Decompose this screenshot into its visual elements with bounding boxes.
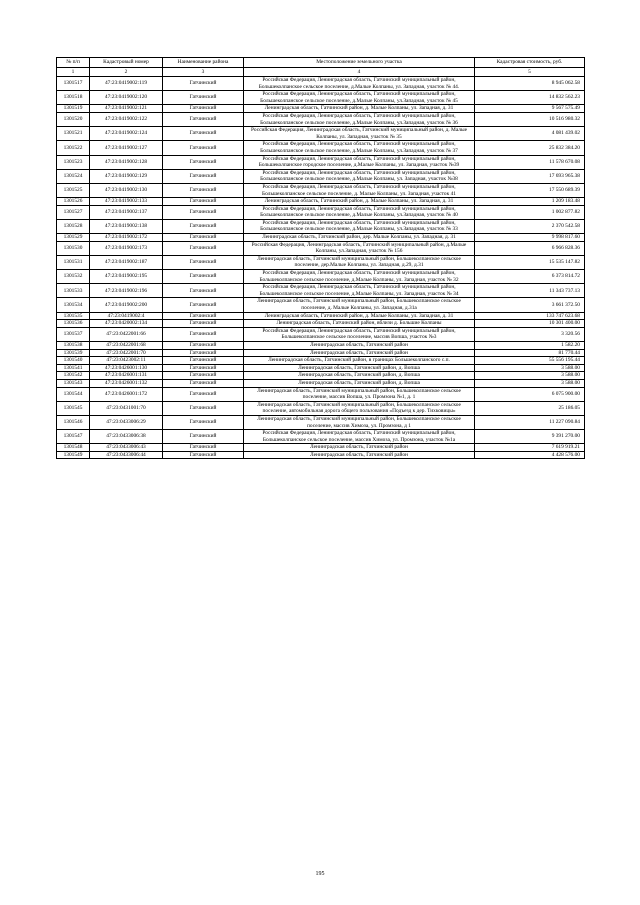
column-number: 3 [163, 68, 244, 77]
table-row [57, 349, 585, 357]
cadastral-value-cell: 4 428 576.00 [475, 451, 585, 459]
location-cell: Ленинградская область, Гатчинский муниципальный район, Большеколпанское сельское поселение, массив Химоза, ул. Промзона, д 1 [244, 415, 475, 429]
location-cell: Ленинградская область, Гатчинский район, д. Вопша [244, 379, 475, 387]
location-cell: Российская Федерация, Ленинградская область, Гатчинский муниципальный район, д. Малые Колпаны, ул. Западная, участок № 35 [244, 127, 475, 141]
district-cell: Гатчинский [163, 141, 244, 155]
district-cell: Гатчинский [163, 241, 244, 255]
location-cell: Российская Федерация, Ленинградская область, Гатчинский муниципальный район, Большеколпанское сельское поселение, д.Малые Колпаны, ул.Западная, участок № 36 [244, 112, 475, 126]
district-cell: Гатчинский [163, 387, 244, 401]
row-number-cell: 1301521 [57, 127, 90, 141]
row-number-cell: 1301538 [57, 341, 90, 349]
row-number-cell: 1301548 [57, 444, 90, 452]
location-cell: Ленинградская область, Гатчинский муниципальный район, Большеколпанское сельское поселение, д. Малые Колпаны, ул. Западная, д.31а [244, 298, 475, 312]
row-number-cell: 1301543 [57, 379, 90, 387]
district-cell: Гатчинский [163, 91, 244, 105]
cadastral-number-cell: 47:23:0419002:129 [90, 169, 163, 183]
cadastral-number-cell: 47:23:0433006:38 [90, 430, 163, 444]
district-cell: Гатчинский [163, 444, 244, 452]
header-row-number: № п/п [57, 58, 90, 68]
row-number-cell: 1301528 [57, 219, 90, 233]
location-cell: Ленинградская область, Гатчинский район [244, 451, 475, 459]
row-number-cell: 1301537 [57, 327, 90, 341]
location-cell: Ленинградская область, Гатчинский район, вблизи д. Большие Колпаны [244, 320, 475, 328]
cadastral-number-cell: 47:23:0419002:172 [90, 234, 163, 242]
cadastral-value-cell: 6 075 900.00 [475, 387, 585, 401]
cadastral-value-cell: 3 320.56 [475, 327, 585, 341]
table-row [57, 141, 585, 155]
cadastral-number-cell: 47:23:0426001:130 [90, 364, 163, 372]
district-cell: Гатчинский [163, 169, 244, 183]
table-row [57, 379, 585, 387]
cadastral-value-cell: 6 373 814.72 [475, 270, 585, 284]
cadastral-number-cell: 47:23:0419002:120 [90, 91, 163, 105]
table-row [57, 430, 585, 444]
cadastral-value-cell: 17 693 965.38 [475, 169, 585, 183]
district-cell: Гатчинский [163, 312, 244, 320]
cadastral-value-cell: 3 661 372.50 [475, 298, 585, 312]
district-cell: Гатчинский [163, 105, 244, 113]
cadastral-value-cell: 11 343 737.13 [475, 284, 585, 298]
cadastral-number-cell: 47:23:0423002:11 [90, 357, 163, 365]
cadastral-number-cell: 47:23:0419002:187 [90, 255, 163, 269]
location-cell: Российская Федерация, Ленинградская область, Гатчинский муниципальный район, Большеколпанское сельское поселение, д.Малые Колпаны, ул. Западная, участок № 44. [244, 77, 475, 91]
location-cell: Ленинградская область, Гатчинский муниципальный район, Большеколпанское сельское поселение, массив Вопша, ул. Промзона №1, д. 1 [244, 387, 475, 401]
cadastral-number-cell: 47:23:0419002:173 [90, 241, 163, 255]
header-district: Наименование района [163, 58, 244, 68]
table-row [57, 155, 585, 169]
location-cell: Ленинградская область, Гатчинский муниципальный район, Большеколпанское сельское поселение, автомобильная дорога общего пользования «Подъезд к дер. Тихковицы» [244, 401, 475, 415]
cadastral-number-cell: 47:23:0422001:68 [90, 341, 163, 349]
cadastral-number-cell: 47:23:0419002:127 [90, 141, 163, 155]
cadastral-value-cell: 9 567 575.49 [475, 105, 585, 113]
row-number-cell: 1301542 [57, 372, 90, 380]
table-row [57, 415, 585, 429]
page-number: 195 [315, 871, 325, 877]
cadastral-number-cell: 47:23:0433006:43 [90, 444, 163, 452]
table-row [57, 364, 585, 372]
table-row [57, 77, 585, 91]
location-cell: Ленинградская область, Гатчинский район, д. Малые Колпаны, ул. Западная, д. 31 [244, 105, 475, 113]
cadastral-number-cell: 47:23:0419002:133 [90, 198, 163, 206]
table-row [57, 198, 585, 206]
table-row [57, 127, 585, 141]
table-row [57, 241, 585, 255]
table-row [57, 451, 585, 459]
district-cell: Гатчинский [163, 341, 244, 349]
location-cell: Российская Федерация, Ленинградская область, Гатчинский муниципальный район, Большеколпанское сельское поселение, массив Химоза, ул. Промзона, участок №1а [244, 430, 475, 444]
district-cell: Гатчинский [163, 430, 244, 444]
table-row [57, 401, 585, 415]
row-number-cell: 1301527 [57, 205, 90, 219]
header-location: Местоположение земельного участка [244, 58, 475, 68]
cadastral-value-cell: 3 588.00 [475, 379, 585, 387]
cadastral-value-table [56, 57, 585, 459]
district-cell: Гатчинский [163, 198, 244, 206]
table-header-row [57, 58, 585, 68]
district-cell: Гатчинский [163, 357, 244, 365]
location-cell: Российская Федерация, Ленинградская область, Гатчинский муниципальный район, Большеколпанское сельское поселение, д.Малые Колпаны, ул. Западная, участок № 34 [244, 284, 475, 298]
cadastral-value-cell: 1 582.20 [475, 341, 585, 349]
district-cell: Гатчинский [163, 451, 244, 459]
location-cell: Ленинградская область, Гатчинский район [244, 341, 475, 349]
cadastral-value-cell: 8 945 062.58 [475, 77, 585, 91]
table-row [57, 298, 585, 312]
row-number-cell: 1301532 [57, 270, 90, 284]
cadastral-number-cell: 47:23:0419002:121 [90, 105, 163, 113]
table-row [57, 219, 585, 233]
row-number-cell: 1301531 [57, 255, 90, 269]
row-number-cell: 1301525 [57, 183, 90, 197]
cadastral-value-cell: 11 578 670.08 [475, 155, 585, 169]
cadastral-value-cell: 1 209 183.48 [475, 198, 585, 206]
table-row [57, 284, 585, 298]
cadastral-value-cell: 6 966 828.36 [475, 241, 585, 255]
district-cell: Гатчинский [163, 270, 244, 284]
cadastral-number-cell: 47:23:0433006:29 [90, 415, 163, 429]
row-number-cell: 1301520 [57, 112, 90, 126]
district-cell: Гатчинский [163, 205, 244, 219]
row-number-cell: 1301541 [57, 364, 90, 372]
cadastral-value-cell: 3 588.00 [475, 364, 585, 372]
cadastral-number-cell: 47:23:0419002:130 [90, 183, 163, 197]
cadastral-number-cell: 47:23:0419002:122 [90, 112, 163, 126]
row-number-cell: 1301533 [57, 284, 90, 298]
cadastral-value-cell: 9 391 270.00 [475, 430, 585, 444]
column-number: 2 [90, 68, 163, 77]
location-cell: Российская Федерация, Ленинградская область, Гатчинский муниципальный район, Большеколпанское сельское поселение, д.Малые Колпаны, ул.Западная, участок № 40 [244, 205, 475, 219]
cadastral-value-cell: 81 770.44 [475, 349, 585, 357]
location-cell: Ленинградская область, Гатчинский район, д. Вопша [244, 364, 475, 372]
cadastral-value-cell: 4 081 439.02 [475, 127, 585, 141]
location-cell: Ленинградская область, Гатчинский район [244, 349, 475, 357]
row-number-cell: 1301545 [57, 401, 90, 415]
cadastral-value-cell: 17 550 689.39 [475, 183, 585, 197]
table-body [57, 77, 585, 459]
cadastral-number-cell: 47:23:0420002:134 [90, 320, 163, 328]
row-number-cell: 1301547 [57, 430, 90, 444]
district-cell: Гатчинский [163, 219, 244, 233]
location-cell: Российская Федерация, Ленинградская область, Гатчинский муниципальный район, Большеколпанское сельское поселение, д.Малые Колпаны, ул. Западная, участок № 32 [244, 270, 475, 284]
district-cell: Гатчинский [163, 327, 244, 341]
table-row [57, 357, 585, 365]
location-cell: Российская Федерация, Ленинградская область, Гатчинский муниципальный район, Большеколпанское сельское поселение, массив Вопша, участок №3 [244, 327, 475, 341]
row-number-cell: 1301518 [57, 91, 90, 105]
location-cell: Российская Федерация, Ленинградская область, Гатчинский муниципальный район, Большеколпанское сельское поселение, д.Малые Колпаны, ул.Западная, участок № 45 [244, 91, 475, 105]
row-number-cell: 1301529 [57, 234, 90, 242]
column-number-row [57, 68, 585, 77]
cadastral-value-cell: 10 516 980.32 [475, 112, 585, 126]
cadastral-value-cell: 55 556 195.44 [475, 357, 585, 365]
row-number-cell: 1301546 [57, 415, 90, 429]
district-cell: Гатчинский [163, 234, 244, 242]
cadastral-value-cell: 14 832 562.23 [475, 91, 585, 105]
district-cell: Гатчинский [163, 379, 244, 387]
row-number-cell: 1301523 [57, 155, 90, 169]
cadastral-number-cell: 47:23:0426001:132 [90, 379, 163, 387]
cadastral-number-cell: 47:23:0419002:119 [90, 77, 163, 91]
cadastral-number-cell: 47:23:0426001:172 [90, 387, 163, 401]
row-number-cell: 1301536 [57, 320, 90, 328]
cadastral-value-cell: 2 370 542.58 [475, 219, 585, 233]
cadastral-number-cell: 47:23:0419002:195 [90, 270, 163, 284]
row-number-cell: 1301526 [57, 198, 90, 206]
district-cell: Гатчинский [163, 77, 244, 91]
header-cadastral-value: Кадастровая стоимость, руб. [475, 58, 585, 68]
district-cell: Гатчинский [163, 284, 244, 298]
column-number: 5 [475, 68, 585, 77]
table-row [57, 234, 585, 242]
cadastral-number-cell: 47:23:0419002:200 [90, 298, 163, 312]
row-number-cell: 1301519 [57, 105, 90, 113]
cadastral-number-cell: 47:23:0431001:70 [90, 401, 163, 415]
cadastral-value-cell: 3 588.00 [475, 372, 585, 380]
location-cell: Ленинградская область, Гатчинский район, д. Малые Колпаны, ул. Западная, д. 31 [244, 198, 475, 206]
table-row [57, 105, 585, 113]
table-row [57, 270, 585, 284]
location-cell: Российская Федерация, Ленинградская область, Гатчинский муниципальный район, Большеколпанское сельское поселение, д.Малые Колпаны, ул. Западная, участок №38 [244, 169, 475, 183]
location-cell: Ленинградская область, Гатчинский район, дер. Малые Колпаны, ул. Западная, д. 31 [244, 234, 475, 242]
table-row [57, 169, 585, 183]
district-cell: Гатчинский [163, 183, 244, 197]
cadastral-value-cell: 7 619 919.21 [475, 444, 585, 452]
table-row [57, 387, 585, 401]
cadastral-value-cell: 9 998 817.60 [475, 234, 585, 242]
table-row [57, 320, 585, 328]
table-row [57, 183, 585, 197]
district-cell: Гатчинский [163, 364, 244, 372]
cadastral-value-cell: 10 301 400.00 [475, 320, 585, 328]
district-cell: Гатчинский [163, 255, 244, 269]
row-number-cell: 1301530 [57, 241, 90, 255]
cadastral-value-cell: 11 227 090.84 [475, 415, 585, 429]
table-row [57, 112, 585, 126]
location-cell: Ленинградская область, Гатчинский муниципальный район, Большеколпанское сельское поселение, дер.Малые Колпаны, ул. Западная, д.29, д.31 [244, 255, 475, 269]
row-number-cell: 1301524 [57, 169, 90, 183]
district-cell: Гатчинский [163, 415, 244, 429]
location-cell: Ленинградская область, Гатчинский район [244, 444, 475, 452]
cadastral-value-cell: 1 002 877.82 [475, 205, 585, 219]
location-cell: Ленинградская область, Гатчинский район, д. Вопша [244, 372, 475, 380]
district-cell: Гатчинский [163, 320, 244, 328]
column-number: 4 [244, 68, 475, 77]
document-page [56, 57, 584, 459]
district-cell: Гатчинский [163, 349, 244, 357]
cadastral-value-cell: 25 832 384.20 [475, 141, 585, 155]
cadastral-number-cell: 47:23:0422001:70 [90, 349, 163, 357]
column-number: 1 [57, 68, 90, 77]
table-row [57, 341, 585, 349]
table-row [57, 255, 585, 269]
location-cell: Российская Федерация, Ленинградская область, Гатчинский муниципальный район, Большеколпанское сельское поселение, д.Малые Колпаны, ул.Западная, участок № 37 [244, 141, 475, 155]
location-cell: Ленинградская область, Гатчинский район, д. Малые Колпаны, ул. Западная, д. 31 [244, 312, 475, 320]
table-row [57, 205, 585, 219]
cadastral-number-cell: 47:23:0419002:138 [90, 219, 163, 233]
row-number-cell: 1301539 [57, 349, 90, 357]
cadastral-number-cell: 47:23:0419002:124 [90, 127, 163, 141]
location-cell: Российская Федерация, Ленинградская область, Гатчинский муниципальный район, Большеколпанское сельское поселение, д.Малые Колпаны, ул.Западная, участок № 33 [244, 219, 475, 233]
location-cell: Российская Федерация, Ленинградская область, Гатчинский муниципальный район, д.Малые Колпаны, ул.Западная, участок № 156 [244, 241, 475, 255]
row-number-cell: 1301517 [57, 77, 90, 91]
row-number-cell: 1301544 [57, 387, 90, 401]
cadastral-value-cell: 25 186.05 [475, 401, 585, 415]
cadastral-value-cell: 15 535 147.82 [475, 255, 585, 269]
table-row [57, 312, 585, 320]
cadastral-number-cell: 47:23:0422001:66 [90, 327, 163, 341]
location-cell: Ленинградская область, Гатчинский район, в границах Большеколпанского с.п. [244, 357, 475, 365]
cadastral-number-cell: 47:23:0433006:44 [90, 451, 163, 459]
cadastral-value-cell: 133 747 623.68 [475, 312, 585, 320]
row-number-cell: 1301535 [57, 312, 90, 320]
district-cell: Гатчинский [163, 372, 244, 380]
row-number-cell: 1301534 [57, 298, 90, 312]
district-cell: Гатчинский [163, 298, 244, 312]
table-row [57, 91, 585, 105]
cadastral-number-cell: 47:23:0419002:196 [90, 284, 163, 298]
district-cell: Гатчинский [163, 155, 244, 169]
cadastral-number-cell: 47:23:0419002:4 [90, 312, 163, 320]
location-cell: Российская Федерация, Ленинградская область, Гатчинский муниципальный район, Большеколпанское сельское поселение, д. Малые Колпаны, ул. Западная, участок 41 [244, 183, 475, 197]
cadastral-number-cell: 47:23:0419002:128 [90, 155, 163, 169]
district-cell: Гатчинский [163, 401, 244, 415]
location-cell: Российская Федерация, Ленинградская область, Гатчинский муниципальный район, Большеколпанское городское поселение, д.Малые Колпаны, ул. Западная, участок №39 [244, 155, 475, 169]
row-number-cell: 1301522 [57, 141, 90, 155]
table-row [57, 372, 585, 380]
district-cell: Гатчинский [163, 127, 244, 141]
district-cell: Гатчинский [163, 112, 244, 126]
cadastral-number-cell: 47:23:0419002:137 [90, 205, 163, 219]
cadastral-number-cell: 47:23:0426001:131 [90, 372, 163, 380]
table-row [57, 444, 585, 452]
header-cadastral-number: Кадастровый номер [90, 58, 163, 68]
row-number-cell: 1301549 [57, 451, 90, 459]
table-row [57, 327, 585, 341]
row-number-cell: 1301540 [57, 357, 90, 365]
